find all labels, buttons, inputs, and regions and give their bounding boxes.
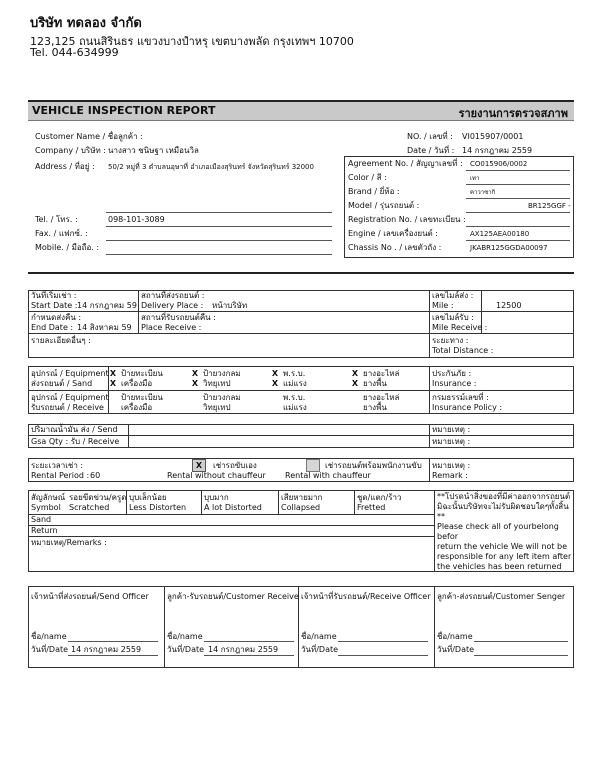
agreement-value: CO015906/0002 bbox=[470, 160, 528, 168]
period-value: 60 bbox=[90, 471, 101, 480]
scratch-th: รอยขีดข่วน/ครูด bbox=[69, 493, 127, 502]
tel-line bbox=[106, 226, 332, 227]
delivery-th: สถานที่ส่งรถยนต์ : bbox=[141, 291, 205, 300]
check-send-tools[interactable]: X bbox=[109, 379, 117, 388]
rental-col-line-2 bbox=[429, 290, 430, 358]
fuel-remark-1: หมายเหตุ : bbox=[432, 425, 471, 434]
item-act: พ.ร.บ. bbox=[283, 369, 306, 378]
distance-th: ระยะทาง : bbox=[432, 336, 469, 345]
check-send-spare[interactable]: X bbox=[351, 369, 359, 378]
rental-row-line-1 bbox=[28, 311, 574, 312]
damage-col-line-2 bbox=[201, 490, 202, 514]
brand-value: คาวาซากิ bbox=[470, 189, 496, 196]
model-line bbox=[466, 212, 570, 213]
fuel-col-line-1 bbox=[128, 424, 129, 448]
check-send-jack[interactable]: X bbox=[271, 379, 279, 388]
policy-th: กรมธรรม์เลขที่ : bbox=[432, 393, 489, 402]
report-title-th: รายงานการตรวจสภาพ bbox=[458, 107, 568, 120]
rental-self-checkbox[interactable]: X bbox=[192, 459, 206, 472]
address-line bbox=[106, 212, 332, 213]
signature-col-line-3 bbox=[434, 586, 435, 668]
sig1-date-line bbox=[68, 655, 158, 656]
damage-row-line-3 bbox=[28, 536, 434, 537]
doc-no-value: VI015907/0001 bbox=[462, 132, 524, 141]
registration-line bbox=[466, 226, 570, 227]
check-send-mat[interactable]: X bbox=[351, 379, 359, 388]
sig3-date-line[interactable] bbox=[338, 655, 428, 656]
end-value: 14 สิงหาคม 59 bbox=[77, 323, 132, 332]
fuel-qty-label: Gsa Qty : รับ / Receive bbox=[31, 437, 120, 446]
doc-date-label: Date / วันที่ : bbox=[407, 146, 455, 155]
period-th: ระยะเวลาเช่า : bbox=[31, 461, 84, 470]
check-send-circle[interactable]: X bbox=[191, 369, 199, 378]
sig-customer-receive: ลูกค้า-รับรถยนต์/Customer Receive bbox=[167, 592, 299, 601]
recv-item-jack: แม่แรง bbox=[283, 403, 307, 412]
item-plate: ป้ายทะเบียน bbox=[121, 369, 163, 378]
damage-col-line-4 bbox=[354, 490, 355, 514]
sig2-date-label: วันที่/Date bbox=[167, 645, 205, 654]
distance-label: Total Distance : bbox=[432, 346, 494, 355]
belongings-note: **โปรดนำสิ่งของที่มีค่าออกจากรถยนต์ มิฉะนั้นบริษัทจะไม่รับผิดชอบใดๆทั้งสิ้น ** Please check all of yourbelong befor return the vehicle We will not be responsible for any left item after the vehicles has been returned bbox=[437, 492, 572, 571]
check-send-radio[interactable]: X bbox=[191, 379, 199, 388]
item-jack: แม่แรง bbox=[283, 379, 307, 388]
sig4-date-label: วันที่/Date bbox=[437, 645, 475, 654]
company-label: Company / บริษัท : bbox=[35, 146, 106, 155]
damage-row-line-2 bbox=[28, 525, 434, 526]
brand-label: Brand / ยี่ห้อ : bbox=[348, 187, 400, 196]
driver-th: เช่ารถยนต์พร้อมพนักงานขับ bbox=[325, 461, 422, 470]
fret-label: Fretted bbox=[357, 503, 386, 512]
mobile-line bbox=[106, 254, 332, 255]
engine-line bbox=[466, 240, 570, 241]
fuel-send-th: ปริมาณน้ำมัน ส่ง / Send bbox=[31, 425, 118, 434]
doc-no-label: NO. / เลขที่ : bbox=[407, 132, 453, 141]
scratch-label: Scratched bbox=[69, 503, 110, 512]
sig1-name-label: ชื่อ/name bbox=[31, 632, 67, 641]
sig2-name-label: ชื่อ/name bbox=[167, 632, 203, 641]
equip-send-th: อุปกรณ์ / Equipment bbox=[31, 369, 109, 378]
equipment-col-line-2 bbox=[429, 366, 430, 414]
engine-label: Engine / เลขเครื่องยนต์ : bbox=[348, 229, 438, 238]
recv-item-mat: ยางพื้น bbox=[363, 403, 387, 412]
sig1-date-value: 14 กรกฎาคม 2559 bbox=[71, 645, 142, 654]
item-circle: ป้ายวงกลม bbox=[203, 369, 241, 378]
alot-th: บุบมาก bbox=[204, 493, 229, 502]
end-th: กำหนดส่งคืน : bbox=[31, 313, 82, 322]
fax-label: Fax. / แฟกซ์. : bbox=[35, 229, 88, 238]
check-send-plate[interactable]: X bbox=[109, 369, 117, 378]
collapse-label: Collapsed bbox=[281, 503, 321, 512]
insurer-th: ประกันภัย : bbox=[432, 369, 472, 378]
item-mat: ยางพื้น bbox=[363, 379, 387, 388]
signature-col-line-1 bbox=[164, 586, 165, 668]
report-title-bar bbox=[28, 100, 574, 121]
equip-recv-label: รับรถยนต์ / Receive bbox=[31, 403, 104, 412]
section-divider bbox=[28, 272, 574, 274]
item-tools: เครื่องมือ bbox=[121, 379, 153, 388]
mile-th: เลขไมล์ส่ง : bbox=[432, 291, 474, 300]
fuel-row-line bbox=[28, 435, 574, 436]
detail-label: รายละเอียดอื่นๆ : bbox=[31, 336, 91, 345]
item-radio: วิทยุเทป bbox=[203, 379, 231, 388]
mile-label: Mile : bbox=[432, 301, 454, 310]
tel-value: 098-101-3089 bbox=[108, 215, 165, 224]
sig3-name-label: ชื่อ/name bbox=[301, 632, 337, 641]
recv-item-tools: เครื่องมือ bbox=[121, 403, 153, 412]
rental-col-line-1 bbox=[138, 290, 139, 333]
return-label: Place Receive : bbox=[141, 323, 202, 332]
fuel-col-line-2 bbox=[429, 424, 430, 448]
period-remark-th: หมายเหตุ : bbox=[432, 461, 471, 470]
sig2-name-line[interactable] bbox=[204, 641, 294, 642]
mile-recv-th: เลขไมล์รับ : bbox=[432, 313, 474, 322]
equip-recv-th: อุปกรณ์ / Equipment bbox=[31, 393, 109, 402]
equipment-row-line bbox=[28, 390, 574, 391]
color-value: เทา bbox=[470, 175, 480, 182]
collapse-th: เสียหายมาก bbox=[281, 493, 323, 502]
start-label: Start Date : bbox=[31, 301, 78, 310]
model-value: BR125GGF - bbox=[528, 202, 571, 210]
fax-line bbox=[106, 240, 332, 241]
driver-label: Rental with chauffeur bbox=[285, 471, 371, 480]
report-title-en: VEHICLE INSPECTION REPORT bbox=[32, 104, 216, 117]
recv-item-radio: วิทยุเทป bbox=[203, 403, 231, 412]
model-label: Model / รุ่นรถยนต์ : bbox=[348, 201, 420, 210]
sig-customer-sender: ลูกค้า-ส่งรถยนต์/Customer Senger bbox=[437, 592, 566, 601]
alot-label: A lot Distorted bbox=[204, 503, 262, 512]
tel-label: Tel. / โทร. : bbox=[35, 215, 78, 224]
sig4-date-line[interactable] bbox=[474, 655, 568, 656]
row-sand: Sand bbox=[31, 515, 52, 524]
delivery-label: Delivery Place : bbox=[141, 301, 204, 310]
damage-col-line-5 bbox=[434, 490, 435, 572]
sig-send-officer: เจ้าหน้าที่ส่งรถยนต์/Send Officer bbox=[31, 592, 149, 601]
sig2-date-line bbox=[204, 655, 294, 656]
start-value: 14 กรกฎาคม 59 bbox=[77, 301, 137, 310]
recv-item-circle: ป้ายวงกลม bbox=[203, 393, 241, 402]
period-col-line bbox=[429, 458, 430, 482]
engine-value: AX125AEA00180 bbox=[470, 230, 530, 238]
damage-col-line-3 bbox=[278, 490, 279, 514]
recv-item-act: พ.ร.บ. bbox=[283, 393, 306, 402]
equip-send-label: ส่งรถยนต์ / Sand bbox=[31, 379, 93, 388]
remarks-label: หมายเหตุ/Remarks : bbox=[31, 538, 107, 547]
color-line bbox=[466, 184, 570, 185]
chassis-label: Chassis No . / เลขตัวถัง : bbox=[348, 243, 442, 252]
row-return: Return bbox=[31, 526, 58, 535]
sig3-date-label: วันที่/Date bbox=[301, 645, 339, 654]
recv-item-plate: ป้ายทะเบียน bbox=[121, 393, 163, 402]
sig4-name-line[interactable] bbox=[474, 641, 568, 642]
fret-th: ชูด/แตก/ร้าว bbox=[357, 493, 402, 502]
policy-label: Insurance Policy : bbox=[432, 403, 503, 412]
brand-line bbox=[466, 198, 570, 199]
start-th: วันที่เริ่มเช่า : bbox=[31, 291, 77, 300]
mobile-label: Mobile. / มือถือ. : bbox=[35, 243, 100, 252]
insurer-label: Insurance : bbox=[432, 379, 477, 388]
self-th: เช่ารถขับเอง bbox=[213, 461, 257, 470]
check-send-act[interactable]: X bbox=[271, 369, 279, 378]
self-label: Rental without chauffeur bbox=[167, 471, 266, 480]
sig-receive-officer: เจ้าหน้าที่รับรถยนต์/Receive Officer bbox=[301, 592, 431, 601]
rental-row-line-2 bbox=[28, 333, 574, 334]
company-tel: Tel. 044-634999 bbox=[30, 46, 119, 59]
sig1-name-line[interactable] bbox=[68, 641, 158, 642]
agreement-label: Agreement No. / สัญญาเลขที่ : bbox=[348, 159, 463, 168]
period-label: Rental Period : bbox=[31, 471, 90, 480]
damage-row-line-1 bbox=[28, 514, 434, 515]
address-value: 50/2 หมู่ที่ 3 ตำบลนอุษาที่ อำเภอเมืองสุรินทร์ จังหวัดสุรินทร์ 32000 bbox=[108, 163, 314, 171]
symbol-th: สัญลักษณ์ bbox=[31, 493, 66, 502]
address-label: Address / ที่อยู่ : bbox=[35, 162, 95, 171]
fuel-remark-2: หมายเหตุ : bbox=[432, 437, 471, 446]
sig1-date-label: วันที่/Date bbox=[31, 645, 69, 654]
color-label: Color / สี : bbox=[348, 173, 387, 182]
doc-date-value: 14 กรกฎาคม 2559 bbox=[462, 146, 533, 155]
chassis-value: JKABR125GGDA00097 bbox=[470, 244, 548, 252]
delivery-value: หน้าบริษัท bbox=[212, 301, 248, 310]
registration-label: Registration No. / เลขทะเบียน : bbox=[348, 215, 466, 224]
less-th: บุบเล็กน้อย bbox=[129, 493, 167, 502]
mile-value: 12500 bbox=[496, 301, 522, 310]
sig3-name-line[interactable] bbox=[338, 641, 428, 642]
agreement-line bbox=[466, 170, 570, 171]
customer-name-label: Customer Name / ชื่อลูกค้า : bbox=[35, 132, 143, 141]
mile-recv-label: Mile Receive : bbox=[432, 323, 488, 332]
less-label: Less Distorten bbox=[129, 503, 187, 512]
sig2-date-value: 14 กรกฎาคม 2559 bbox=[208, 645, 279, 654]
return-th: สถานที่รับรถยนต์คืน : bbox=[141, 313, 216, 322]
company-name: บริษัท ทดลอง จำกัด bbox=[30, 16, 142, 31]
sig4-name-label: ชื่อ/name bbox=[437, 632, 473, 641]
end-label: End Date : bbox=[31, 323, 74, 332]
period-remark-label: Remark : bbox=[432, 471, 468, 480]
symbol-label: Symbol bbox=[31, 503, 61, 512]
company-value: นางสาว ชนิษฐา เหมือนวิล bbox=[108, 146, 199, 155]
item-spare: ยางอะไหล่ bbox=[363, 369, 400, 378]
recv-item-spare: ยางอะไหล่ bbox=[363, 393, 400, 402]
company-address: 123,125 ถนนสิรินธร แขวงบางปำหรุ เขตบางพลัด กรุงเทพฯ 10700 bbox=[30, 35, 354, 48]
